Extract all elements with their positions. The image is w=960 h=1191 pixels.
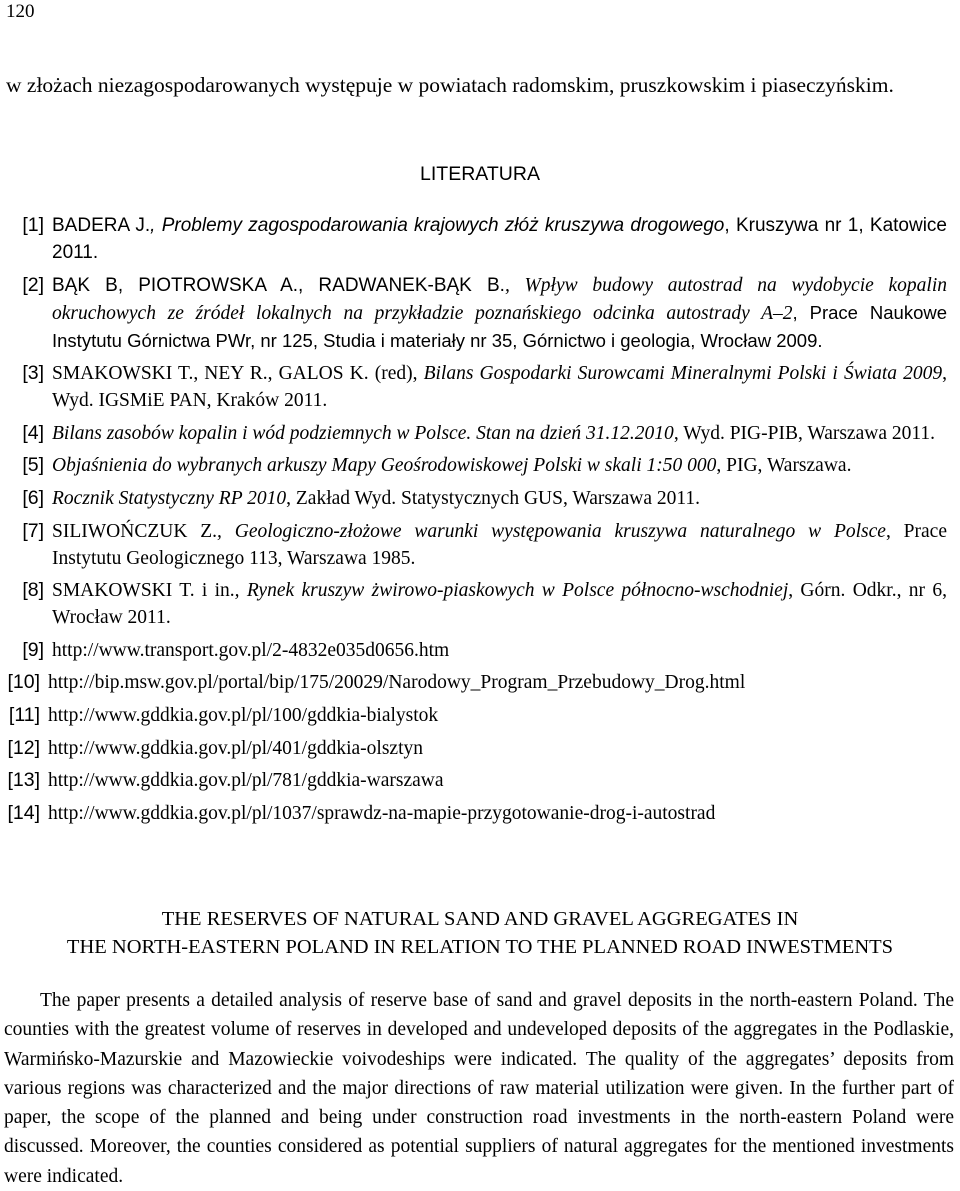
reference-title: , Rynek kruszyw żwirowo-piaskowych w Polsce północno-wschodniej: [234, 580, 789, 602]
reference-item: [0, 637, 960, 664]
reference-source: , Wyd. PIG-PIB, Warszawa 2011.: [673, 422, 936, 444]
reference-authors: SMAKOWSKI T., NEY R., GALOS K. (red),: [52, 363, 424, 385]
reference-number: [5]: [22, 454, 44, 477]
reference-title: Bilans zasobów kopalin i wód podziemnych w Polsce. Stan na dzień 31.12.2010: [52, 422, 674, 444]
reference-item: [0, 272, 960, 355]
english-title-line-1: THE RESERVES OF NATURAL SAND AND GRAVEL AGGREGATES IN: [161, 908, 799, 930]
reference-url: http://www.transport.gov.pl/2-4832e035d0656.htm: [52, 639, 450, 661]
reference-url: http://www.gddkia.gov.pl/pl/1037/sprawdz-na-mapie-przygotowanie-drog-i-autostrad: [48, 802, 716, 824]
reference-text: [52, 360, 947, 414]
reference-item: [0, 420, 960, 447]
reference-number: [14]: [7, 801, 40, 824]
intro-paragraph: w złożach niezagospodarowanych występuje w powiatach radomskim, pruszkowskim i piaseczyńskim.: [6, 73, 894, 97]
reference-number: [12]: [7, 736, 40, 759]
reference-url: http://bip.msw.gov.pl/portal/bip/175/20029/Narodowy_Program_Przebudowy_Drog.html: [48, 672, 746, 694]
reference-text: [52, 577, 947, 631]
reference-source: , Prace Instytutu Geologicznego 113, Warszawa 1985.: [52, 520, 947, 569]
reference-source: , Prace Naukowe Instytutu Górnictwa PWr, nr 125, Studia i materiały nr 35, Górnictwo i geologia, Wrocław 2009.: [52, 301, 948, 351]
reference-source: , PIG, Warszawa.: [716, 455, 852, 477]
reference-number: [2]: [22, 273, 44, 296]
reference-list: [0, 212, 960, 832]
literature-heading: LITERATURA: [420, 163, 540, 185]
reference-item: [0, 360, 960, 414]
reference-url: http://www.gddkia.gov.pl/pl/401/gddkia-olsztyn: [48, 737, 423, 759]
reference-item: [0, 485, 960, 512]
reference-text: [52, 272, 947, 355]
reference-item: [0, 577, 960, 631]
reference-item: [0, 518, 960, 572]
reference-source: , Kruszywa nr 1, Katowice 2011.: [52, 215, 947, 263]
reference-source: , Górn. Odkr., nr 6, Wrocław 2011.: [52, 580, 947, 629]
reference-item: [0, 669, 960, 696]
english-title-line-2: THE NORTH-EASTERN POLAND IN RELATION TO THE PLANNED ROAD INWESTMENTS: [66, 936, 894, 958]
abstract-paragraph: The paper presents a detailed analysis of reserve base of sand and gravel deposits in the north-eastern Poland. The counties with the greatest volume of reserves in developed and undeveloped deposits of the aggregates in the Podlaskie, Warmińsko-Mazurskie and Mazowieckie voivodeships were indicated. The quality of the aggregates’ deposits from various regions was characterized and the major directions of raw material utilization were given. In the further part of paper, the scope of the planned and being under construction road investments in the north-eastern Poland were discussed. Moreover, the counties considered as potential suppliers of natural aggregates for the mentioned investments were indicated.: [4, 990, 954, 1187]
reference-item: [0, 702, 960, 729]
reference-item: [0, 735, 960, 762]
reference-item: [0, 452, 960, 479]
reference-title: , Wpływ budowy autostrad na wydobycie kopalin okruchowych ze źródeł lokalnych na przykładzie poznańskiego odcinka autostrady A–2: [52, 274, 947, 324]
reference-number: [1]: [22, 214, 44, 236]
reference-source: , Zakład Wyd. Statystycznych GUS, Warszawa 2011.: [286, 487, 701, 509]
reference-authors: SILIWOŃCZUK Z.: [52, 520, 218, 542]
reference-text: [52, 212, 947, 266]
reference-title: Rocznik Statystyczny RP 2010: [52, 487, 287, 509]
reference-number: [7]: [22, 519, 44, 542]
reference-number: [3]: [22, 362, 44, 385]
reference-item: [0, 800, 960, 827]
reference-source: , Wyd. IGSMiE PAN, Kraków 2011.: [52, 363, 948, 412]
reference-authors: BADERA J.: [52, 215, 151, 236]
reference-text: [52, 485, 947, 512]
reference-number: [8]: [22, 579, 44, 602]
reference-title: Bilans Gospodarki Surowcami Mineralnymi Polski i Świata 2009: [423, 363, 943, 385]
reference-title: , Problemy zagospodarowania krajowych złóż kruszywa drogowego: [150, 215, 725, 236]
reference-number: [10]: [7, 671, 40, 694]
page-number: 120: [6, 1, 35, 22]
reference-authors: BĄK B, PIOTROWSKA A., RADWANEK-BĄK B.: [52, 274, 505, 296]
reference-title: Objaśnienia do wybranych arkuszy Mapy Geośrodowiskowej Polski w skali 1:50 000: [52, 455, 717, 477]
reference-number: [9]: [22, 638, 44, 661]
reference-number: [4]: [22, 421, 44, 444]
reference-item: [0, 767, 960, 794]
reference-title: , Geologiczno-złożowe warunki występowania kruszywa naturalnego w Polsce: [217, 520, 886, 542]
reference-number: [11]: [8, 703, 40, 726]
reference-url: http://www.gddkia.gov.pl/pl/100/gddkia-bialystok: [48, 704, 439, 726]
reference-text: [52, 452, 947, 479]
reference-number: [13]: [7, 769, 40, 792]
reference-url: http://www.gddkia.gov.pl/pl/781/gddkia-warszawa: [48, 770, 444, 792]
reference-item: [0, 212, 960, 266]
reference-authors: SMAKOWSKI T. i in.: [52, 580, 235, 602]
reference-text: [52, 518, 947, 572]
reference-number: [6]: [22, 486, 44, 509]
reference-text: [52, 420, 947, 447]
english-title: [0, 905, 960, 961]
